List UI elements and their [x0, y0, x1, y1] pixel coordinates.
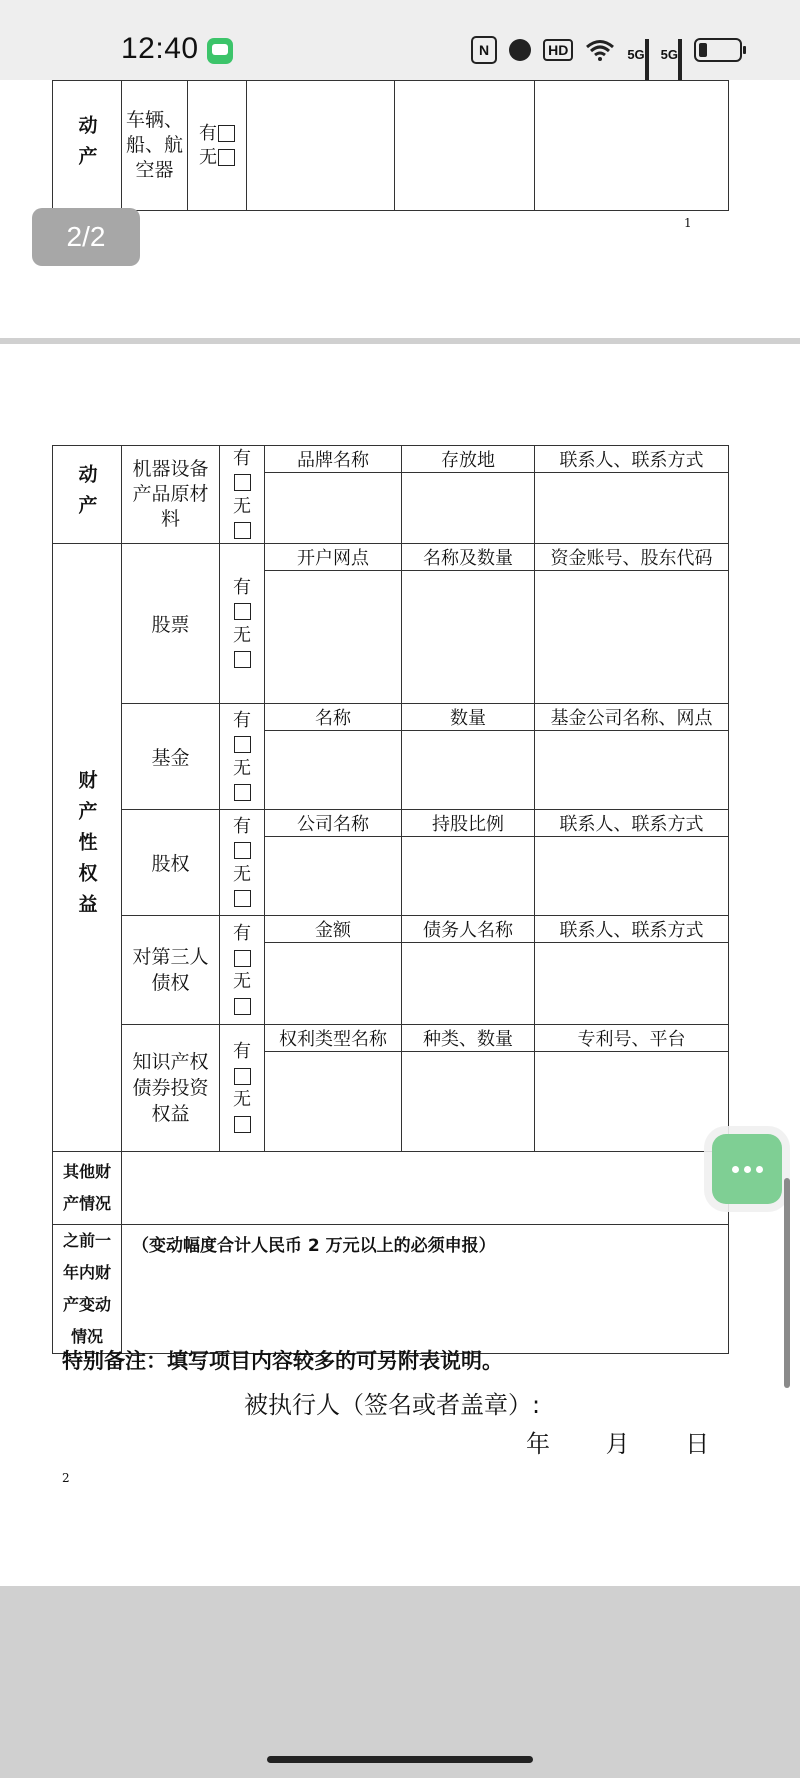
column-header: 持股比例: [402, 810, 535, 837]
assets-table-page2: [52, 445, 729, 1354]
yes-checkbox[interactable]: [218, 125, 235, 142]
blank-cell: [402, 731, 535, 810]
blank-cell: [402, 571, 535, 704]
sim1-label: 5G: [627, 46, 645, 62]
movable-label: 动产: [53, 446, 122, 544]
home-indicator[interactable]: [267, 1756, 533, 1763]
no-checkbox[interactable]: [234, 651, 251, 668]
no-checkbox[interactable]: [234, 890, 251, 907]
vehicle-label: 车辆、船、航空器: [122, 81, 188, 211]
yes-label: 有: [233, 576, 251, 598]
dot: [732, 1166, 739, 1173]
column-header: 公司名称: [265, 810, 402, 837]
blank-cell: [265, 943, 402, 1025]
date-day: 日: [685, 1430, 710, 1458]
no-checkbox[interactable]: [234, 998, 251, 1015]
share-label: 股权: [122, 810, 220, 916]
dot: [756, 1166, 763, 1173]
date-year: 年: [526, 1430, 550, 1458]
blank-cell: [535, 837, 729, 916]
signature-line: 被执行人（签名或者盖章）:: [244, 1391, 541, 1419]
page-number-2: 2: [62, 1471, 70, 1485]
yes-checkbox[interactable]: [234, 603, 251, 620]
column-header: 联系人、联系方式: [535, 916, 729, 943]
blank-cell: [265, 731, 402, 810]
property-change-label: 之前一年内财产变动情况: [53, 1225, 122, 1354]
yes-checkbox[interactable]: [234, 736, 251, 753]
movable-label: 动产: [53, 81, 122, 211]
column-header: 资金账号、股东代码: [535, 544, 729, 571]
column-header: 联系人、联系方式: [535, 446, 729, 473]
no-checkbox[interactable]: [234, 784, 251, 801]
column-header: 种类、数量: [402, 1025, 535, 1052]
dot: [744, 1166, 751, 1173]
page-number-1: 1: [684, 216, 692, 230]
blank-cell: [535, 473, 729, 544]
column-header: 联系人、联系方式: [535, 810, 729, 837]
blank-cell: [265, 1052, 402, 1152]
no-label: 无: [233, 757, 251, 779]
blank-cell: [395, 81, 535, 211]
blank-cell: [535, 571, 729, 704]
blank-cell: [535, 81, 729, 211]
blank-cell: [265, 571, 402, 704]
blank-cell: [402, 837, 535, 916]
sim2-label: 5G: [660, 46, 678, 62]
no-label: 无: [233, 863, 251, 885]
no-label: 无: [199, 146, 217, 168]
no-label: 无: [233, 624, 251, 646]
blank-cell: [402, 943, 535, 1025]
other-property-cell: [122, 1152, 729, 1225]
yes-label: 有: [233, 815, 251, 837]
nfc-icon: N: [471, 36, 497, 64]
messages-notification-icon: [207, 38, 233, 64]
yes-label: 有: [233, 923, 251, 944]
more-options-button[interactable]: [712, 1134, 782, 1204]
column-header: 权利类型名称: [265, 1025, 402, 1052]
assets-table-page1: [52, 80, 729, 211]
column-header: 数量: [402, 704, 535, 731]
clock: 12:40: [121, 32, 199, 65]
blank-cell: [535, 731, 729, 810]
alarm-icon: [509, 39, 531, 61]
column-header: 专利号、平台: [535, 1025, 729, 1052]
no-label: 无: [233, 971, 251, 992]
stock-label: 股票: [122, 544, 220, 704]
status-icons: [471, 36, 742, 64]
fund-label: 基金: [122, 704, 220, 810]
sim2-signal-icon: [661, 39, 682, 62]
blank-cell: [535, 943, 729, 1025]
yes-label: 有: [233, 1041, 251, 1062]
column-header: 金额: [265, 916, 402, 943]
blank-cell: [265, 837, 402, 916]
hd-voice-icon: HD: [543, 39, 573, 61]
yes-checkbox[interactable]: [234, 474, 251, 491]
yes-checkbox[interactable]: [234, 842, 251, 859]
vehicle-yes-no: [188, 81, 247, 211]
wifi-icon: [585, 39, 615, 61]
fund-yes-no: [220, 704, 265, 810]
date-month: 月: [605, 1430, 630, 1458]
equity-group-label: 财产性权益: [53, 544, 122, 1152]
debt-yes-no: [220, 916, 265, 1025]
column-header: 债务人名称: [402, 916, 535, 943]
column-header: 名称及数量: [402, 544, 535, 571]
share-yes-no: [220, 810, 265, 916]
debt-label: 对第三人债权: [122, 916, 220, 1025]
no-checkbox[interactable]: [234, 1116, 251, 1133]
machine-yes-no: [220, 446, 265, 544]
machine-label: 机器设备产品原材料: [122, 446, 220, 544]
page-indicator: 2/2: [32, 208, 140, 266]
scrollbar[interactable]: [784, 1178, 790, 1388]
blank-cell: [402, 1052, 535, 1152]
special-remark: 特别备注：填写项目内容较多的可另附表说明。: [62, 1349, 503, 1373]
column-header: 基金公司名称、网点: [535, 704, 729, 731]
column-header: 存放地: [402, 446, 535, 473]
yes-label: 有: [199, 122, 217, 144]
battery-icon: [694, 38, 742, 62]
sim1-signal-icon: [627, 39, 648, 62]
blank-cell: [265, 473, 402, 544]
no-checkbox[interactable]: [234, 522, 251, 539]
blank-cell: [402, 473, 535, 544]
column-header: 品牌名称: [265, 446, 402, 473]
property-change-cell: [122, 1225, 729, 1354]
yes-checkbox[interactable]: [234, 1068, 251, 1085]
no-label: 无: [233, 495, 251, 517]
yes-label: 有: [233, 709, 251, 731]
stock-yes-no: [220, 544, 265, 704]
column-header: 开户网点: [265, 544, 402, 571]
status-bar: [0, 0, 800, 80]
ip-yes-no: [220, 1025, 265, 1152]
date-line: [526, 1424, 757, 1459]
column-header: 名称: [265, 704, 402, 731]
yes-checkbox[interactable]: [234, 950, 251, 967]
blank-cell: [247, 81, 395, 211]
change-note: （变动幅度合计人民币 2 万元以上的必须申报）: [132, 1236, 496, 1256]
no-label: 无: [233, 1089, 251, 1110]
other-property-label: 其他财产情况: [53, 1152, 122, 1225]
ip-label: 知识产权债券投资权益: [122, 1025, 220, 1152]
no-checkbox[interactable]: [218, 149, 235, 166]
blank-cell: [535, 1052, 729, 1152]
yes-label: 有: [233, 447, 251, 469]
